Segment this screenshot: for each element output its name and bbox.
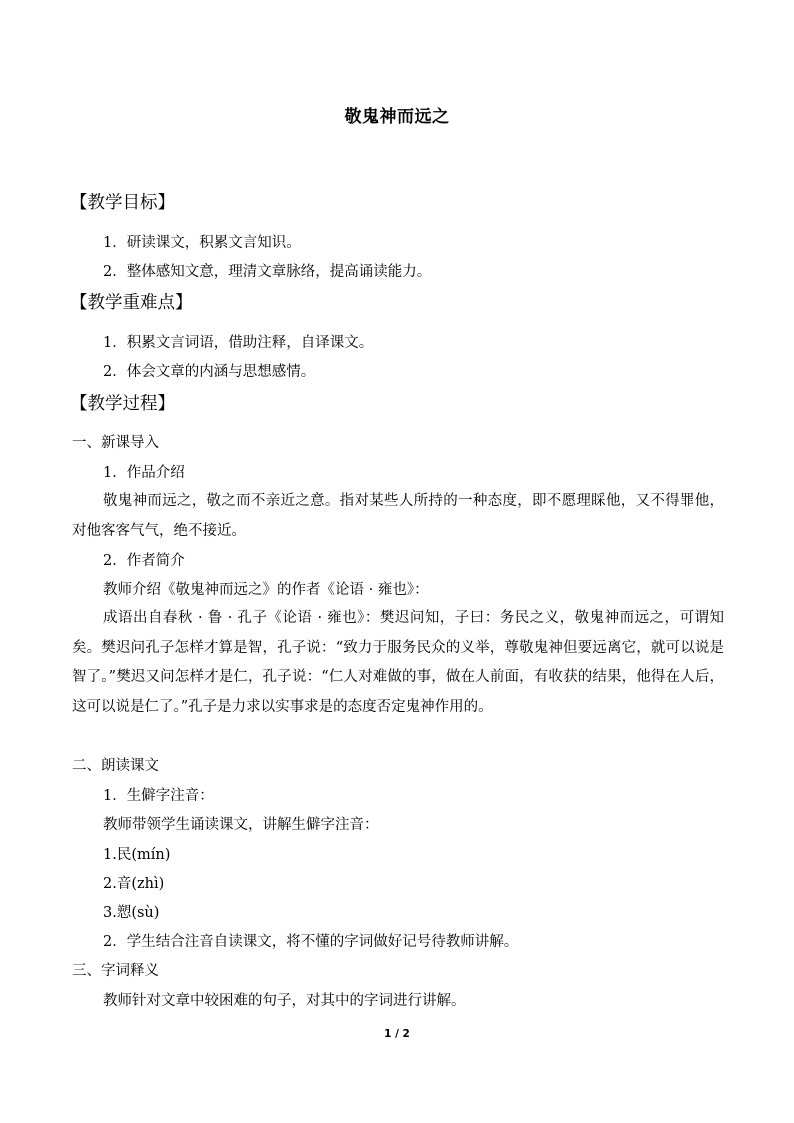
subsection-pronunciation: 1．生僻字注音： (103, 788, 214, 804)
document-title: 敬鬼神而远之 (344, 107, 450, 127)
key-point-item: 2．体会文章的内涵与思想感情。 (103, 364, 316, 380)
subsection-self-reading: 2．学生结合注音自读课文，将不懂的字词做好记号待教师讲解。 (103, 934, 519, 950)
section-title-intro: 一、新课导入 (72, 435, 159, 451)
subsection-author-intro: 2．作者简介 (103, 553, 185, 569)
section-title-vocabulary: 三、字词释义 (72, 963, 159, 979)
objective-item: 1．研读课文，积累文言知识。 (103, 235, 301, 251)
source-paragraph: 成语出自春秋 · 鲁 · 孔子《论语 · 雍也》：樊迟问知，子曰：务民之义，敬鬼神而远之，可谓知矣。樊迟问孔子怎样才算是智，孔子说：“致力于服务民众的义举，尊敬鬼神但要远离它，就可以说是智了。”樊迟又问怎样才是仁，孔子说：“仁人对难做的事，做在人前面，有收获的结果，他得在人后，这可以说是仁了。”孔子是力求以实事求是的态度否定鬼神作用的。 (72, 610, 724, 715)
pronunciation-word: 3.愬(sù) (103, 905, 160, 921)
page-number: 1 / 2 (384, 1028, 410, 1040)
section-title-reading: 二、朗读课文 (72, 758, 159, 774)
key-point-item: 1．积累文言词语，借助注释，自译课文。 (103, 335, 374, 351)
author-intro-line: 教师介绍《敬鬼神而远之》的作者《论语 · 雍也》： (103, 582, 429, 598)
vocabulary-intro: 教师针对文章中较困难的句子，对其中的字词进行讲解。 (103, 993, 466, 1009)
objectives-heading: 【教学目标】 (70, 193, 175, 213)
key-points-heading: 【教学重难点】 (70, 293, 193, 313)
process-heading: 【教学过程】 (70, 394, 175, 414)
pronunciation-word: 1.民(mín) (103, 847, 171, 863)
subsection-work-intro: 1．作品介绍 (103, 465, 185, 481)
objective-item: 2．整体感知文意，理清文章脉络，提高诵读能力。 (103, 264, 432, 280)
work-intro-paragraph: 敬鬼神而远之，敬之而不亲近之意。指对某些人所持的一种态度，即不愿理睬他，又不得罪他，对他客客气气，绝不接近。 (72, 493, 724, 539)
pronunciation-intro: 教师带领学生诵读课文，讲解生僻字注音： (103, 817, 379, 833)
pronunciation-word: 2.音(zhì) (103, 876, 165, 892)
